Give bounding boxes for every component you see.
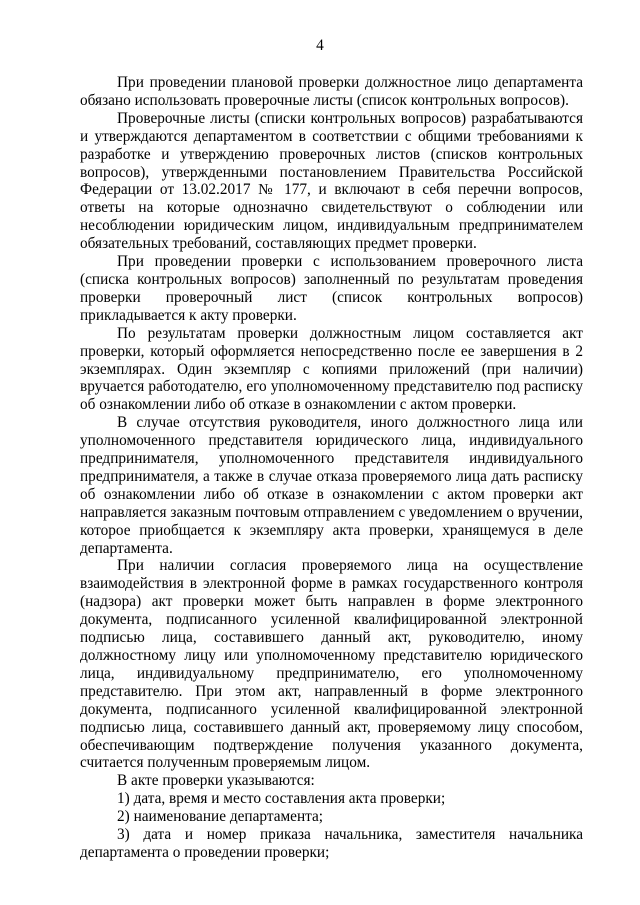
paragraph: При проведении проверки с использованием проверочного листа (списка контрольных вопросов) заполненный по результатам проведения проверки проверочный лист (список контрольных вопросов) прикладывается к акту проверки. [80, 253, 583, 324]
document-body [80, 74, 583, 862]
list-intro: В акте проверки указываются: [117, 772, 315, 790]
paragraph: При наличии согласия проверяемого лица на осуществление взаимодействия в электронной форме в рамках государственного контроля (надзора) акт проверки может быть направлен в форме электронного документа, подписанного усиленной квалифицированной электронной подписью лица, составившего данный акт, руководителю, иному должностному лицу или уполномоченному представителю юридического лица, индивидуальному предпринимателю, его уполномоченному представителю. При этом акт, направленный в форме электронного документа, подписанного усиленной квалифицированной электронной подписью лица, составившего данный акт, проверяемому лицу способом, обеспечивающим подтверждение получения указанного документа, считается полученным проверяемым лицом. [80, 557, 583, 772]
paragraph: Проверочные листы (списки контрольных вопросов) разрабатываются и утверждаются департаментом в соответствии с общими требованиями к разработке и утверждению проверочных листов (списков контрольных вопросов), утвержденными постановлением Правительства Российской Федерации от 13.02.2017 № 177, и включают в себя перечни вопросов, ответы на которые однозначно свидетельствуют о соблюдении или несоблюдении юридическим лицом, индивидуальным предпринимателем обязательных требований, составляющих предмет проверки. [80, 109, 583, 253]
paragraph: В случае отсутствия руководителя, иного должностного лица или уполномоченного представителя юридического лица, индивидуального предпринимателя, уполномоченного представителя индивидуального предпринимателя, а также в случае отказа проверяемого лица дать расписку об ознакомлении либо об отказе в ознакомлении с актом проверки акт направляется заказным почтовым отправлением с уведомлением о вручении, которое приобщается к экземпляру акта проверки, хранящемуся в деле департамента. [80, 414, 583, 557]
list-item: 3) дата и номер приказа начальника, заместителя начальника департамента о проведении проверки; [80, 826, 583, 861]
paragraph: При проведении плановой проверки должностное лицо департамента обязано использовать проверочные листы (список контрольных вопросов). [80, 74, 583, 109]
page-number: 4 [316, 37, 324, 54]
list-item: 2) наименование департамента; [117, 808, 324, 826]
list-item: 1) дата, время и место составления акта проверки; [117, 790, 446, 808]
paragraph: По результатам проверки должностным лицом составляется акт проверки, который оформляется непосредственно после ее завершения в 2 экземплярах. Один экземпляр с копиями приложений (при наличии) вручается работодателю, его уполномоченному представителю под расписку об ознакомлении либо об отказе в ознакомлении с актом проверки. [80, 324, 583, 414]
